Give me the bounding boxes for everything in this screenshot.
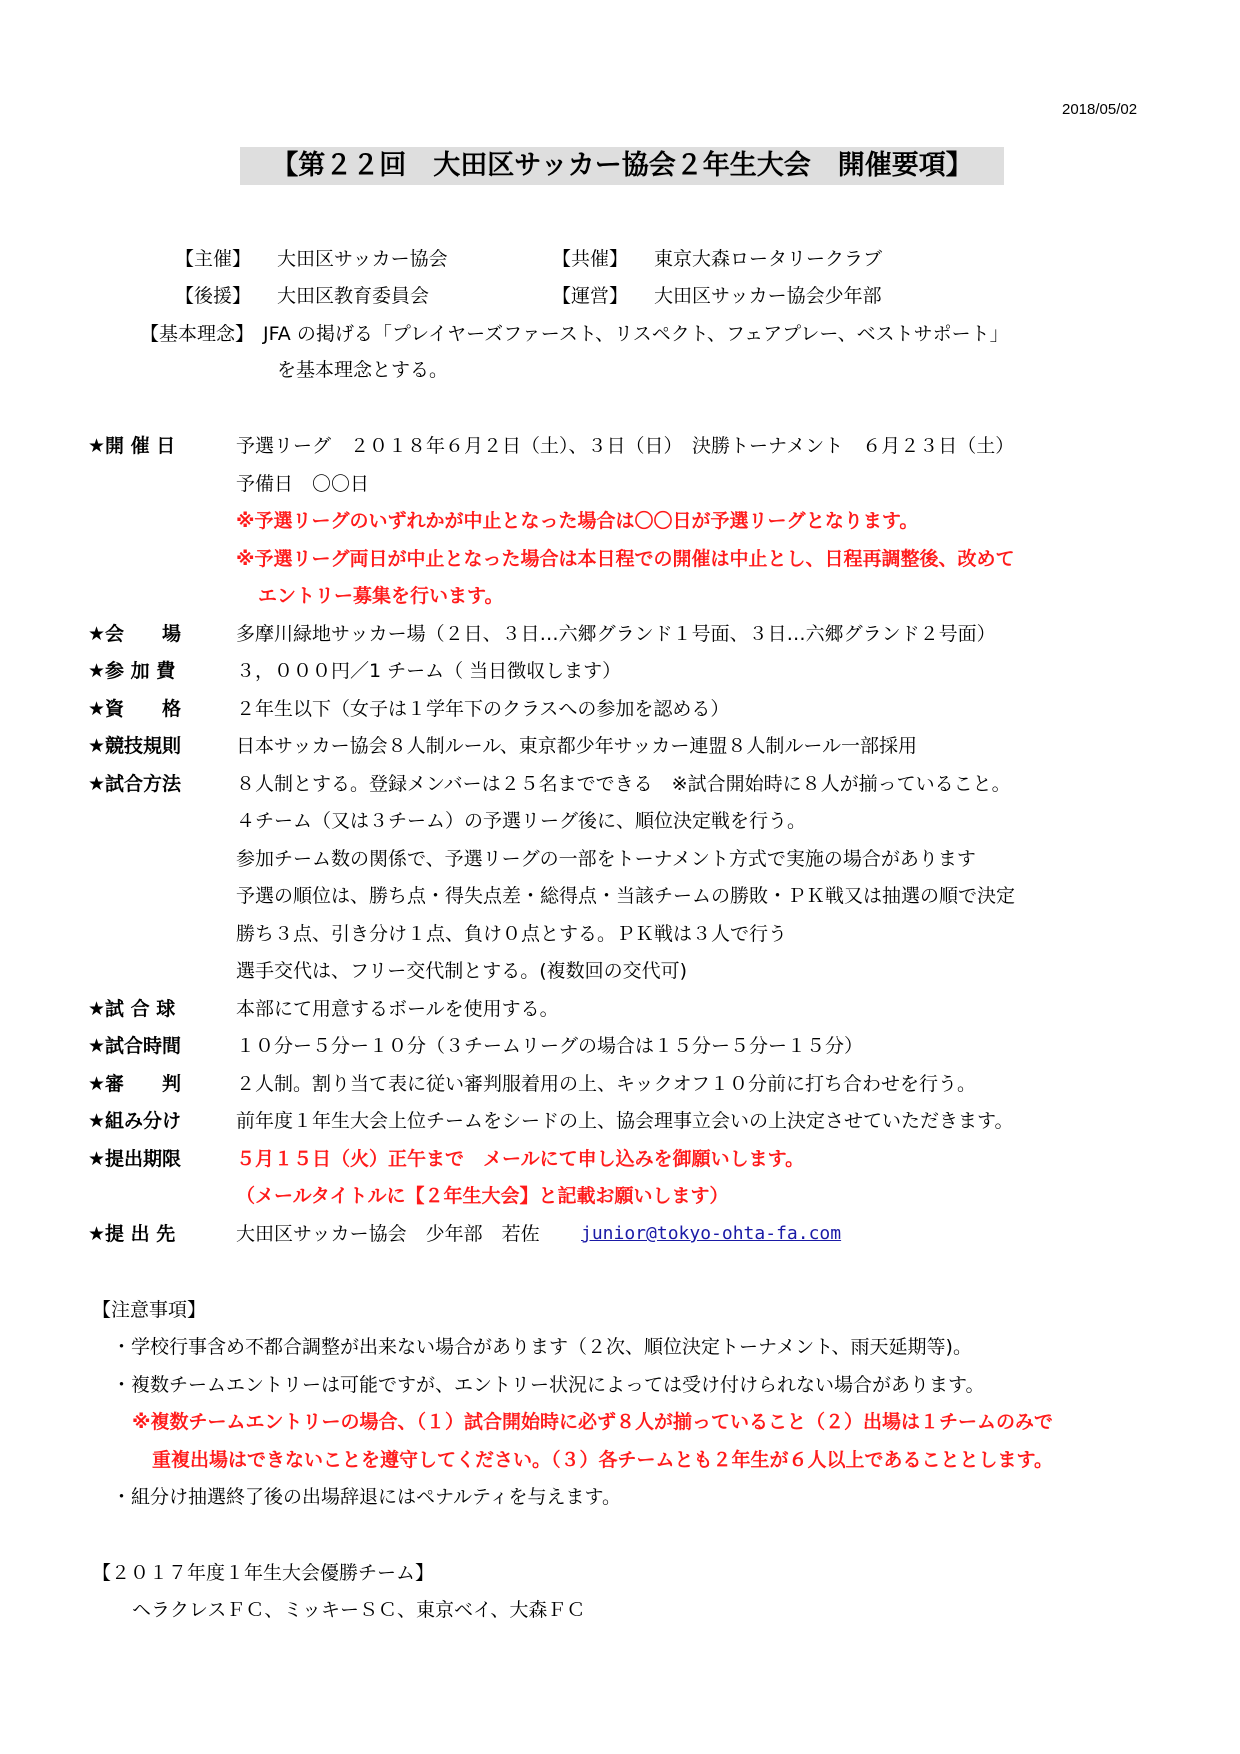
note-item: ・複数チームエントリーは可能ですが、エントリー状況によっては受け付けられない場合があります。 <box>112 1374 985 1396</box>
winners-teams: ヘラクレスＦＣ、ミッキーＳＣ、東京ベイ、大森ＦＣ <box>132 1599 586 1621</box>
support-value: 大田区教育委員会 <box>277 285 430 307</box>
venue-value: 多摩川緑地サッカー場（２日、３日…六郷グランド１号面、３日…六郷グランド２号面） <box>236 623 996 645</box>
venue-label: ★会 場 <box>88 623 182 645</box>
method-line: 予選の順位は、勝ち点・得失点差・総得点・当該チームの勝敗・ＰＫ戦又は抽選の順で決定 <box>236 885 1016 907</box>
deadline-line2: （メールタイトルに【２年生大会】と記載お願いします） <box>236 1185 729 1207</box>
submit-label: ★提 出 先 <box>88 1223 176 1245</box>
method-line: ８人制とする。登録メンバーは２５名までできる ※試合開始時に８人が揃っていること。 <box>236 773 1011 795</box>
qualification-label: ★資 格 <box>88 698 182 720</box>
deadline-label: ★提出期限 <box>88 1148 182 1170</box>
support-label: 【後援】 <box>175 285 252 307</box>
method-line: 勝ち３点、引き分け１点、負け０点とする。ＰＫ戦は３人で行う <box>236 923 788 945</box>
philosophy-line2: を基本理念とする。 <box>277 359 449 381</box>
method-line: 選手交代は、フリー交代制とする。(複数回の交代可) <box>236 960 688 982</box>
cohost-value: 東京大森ロータリークラブ <box>654 248 883 270</box>
method-line: 参加チーム数の関係で、予選リーグの一部をトーナメント方式で実施の場合があります <box>236 848 976 870</box>
philosophy-line1: JFA の掲げる「プレイヤーズファースト、リスペクト、フェアプレー、ベストサポート」 <box>263 323 1009 345</box>
submit-email-link[interactable]: junior@tokyo-ohta-fa.com <box>581 1223 842 1244</box>
notes-heading: 【注意事項】 <box>92 1299 207 1321</box>
winners-heading: 【２０１７年度１年生大会優勝チーム】 <box>92 1562 435 1584</box>
host-value: 大田区サッカー協会 <box>277 248 448 270</box>
date-note3: エントリー募集を行います。 <box>258 585 504 607</box>
note-item: ・学校行事含め不都合調整が出来ない場合があります（２次、順位決定トーナメント、雨天延期等)。 <box>112 1336 972 1358</box>
document-title: 【第２２回 大田区サッカー協会２年生大会 開催要項】 <box>240 147 1004 185</box>
submit-value: 大田区サッカー協会 少年部 若佐 <box>236 1223 540 1245</box>
document-date: 2018/05/02 <box>1062 101 1138 118</box>
grouping-value: 前年度１年生大会上位チームをシードの上、協会理事立会いの上決定させていただきます。 <box>236 1110 1014 1132</box>
operation-value: 大田区サッカー協会少年部 <box>654 285 882 307</box>
date-line2: 予備日 〇〇日 <box>236 473 370 495</box>
date-note1: ※予選リーグのいずれかが中止となった場合は〇〇日が予選リーグとなります。 <box>236 510 919 532</box>
method-line: ４チーム（又は３チーム）の予選リーグ後に、順位決定戦を行う。 <box>236 810 807 832</box>
host-label: 【主催】 <box>175 248 252 270</box>
fee-label: ★参 加 費 <box>88 660 176 682</box>
date-label: ★開 催 日 <box>88 435 176 457</box>
note-warning: ※複数チームエントリーの場合、（１）試合開始時に必ず８人が揃っていること（２）出場は１チームのみで <box>132 1411 1053 1433</box>
philosophy-label: 【基本理念】 <box>140 323 255 345</box>
time-label: ★試合時間 <box>88 1035 182 1057</box>
time-value: １０分ー５分ー１０分（３チームリーグの場合は１５分ー５分ー１５分） <box>236 1035 864 1057</box>
qualification-value: ２年生以下（女子は１学年下のクラスへの参加を認める） <box>236 698 730 720</box>
date-note2: ※予選リーグ両日が中止となった場合は本日程での開催は中止とし、日程再調整後、改めて <box>236 548 1015 570</box>
ball-label: ★試 合 球 <box>88 998 176 1020</box>
operation-label: 【運営】 <box>552 285 629 307</box>
fee-value: ３，０００円／1 チーム（ 当日徴収します） <box>236 660 622 682</box>
rules-label: ★競技規則 <box>88 735 182 757</box>
note-item: ・組分け抽選終了後の出場辞退にはペナルティを与えます。 <box>112 1486 622 1508</box>
cohost-label: 【共催】 <box>552 248 629 270</box>
rules-value: 日本サッカー協会８人制ルール、東京都少年サッカー連盟８人制ルール一部採用 <box>236 735 917 757</box>
referee-value: ２人制。割り当て表に従い審判服着用の上、キックオフ１０分前に打ち合わせを行う。 <box>236 1073 977 1095</box>
date-line1: 予選リーグ ２０１８年６月２日（土）、３日（日） 決勝トーナメント ６月２３日（土） <box>236 435 1015 457</box>
ball-value: 本部にて用意するボールを使用する。 <box>236 998 559 1020</box>
method-label: ★試合方法 <box>88 773 182 795</box>
referee-label: ★審 判 <box>88 1073 182 1095</box>
note-warning: 重複出場はできないことを遵守してください。（３）各チームとも２年生が６人以上であることとします。 <box>152 1449 1053 1471</box>
deadline-line1: ５月１５日（火）正午まで メールにて申し込みを御願いします。 <box>236 1148 805 1170</box>
grouping-label: ★組み分け <box>88 1110 182 1132</box>
